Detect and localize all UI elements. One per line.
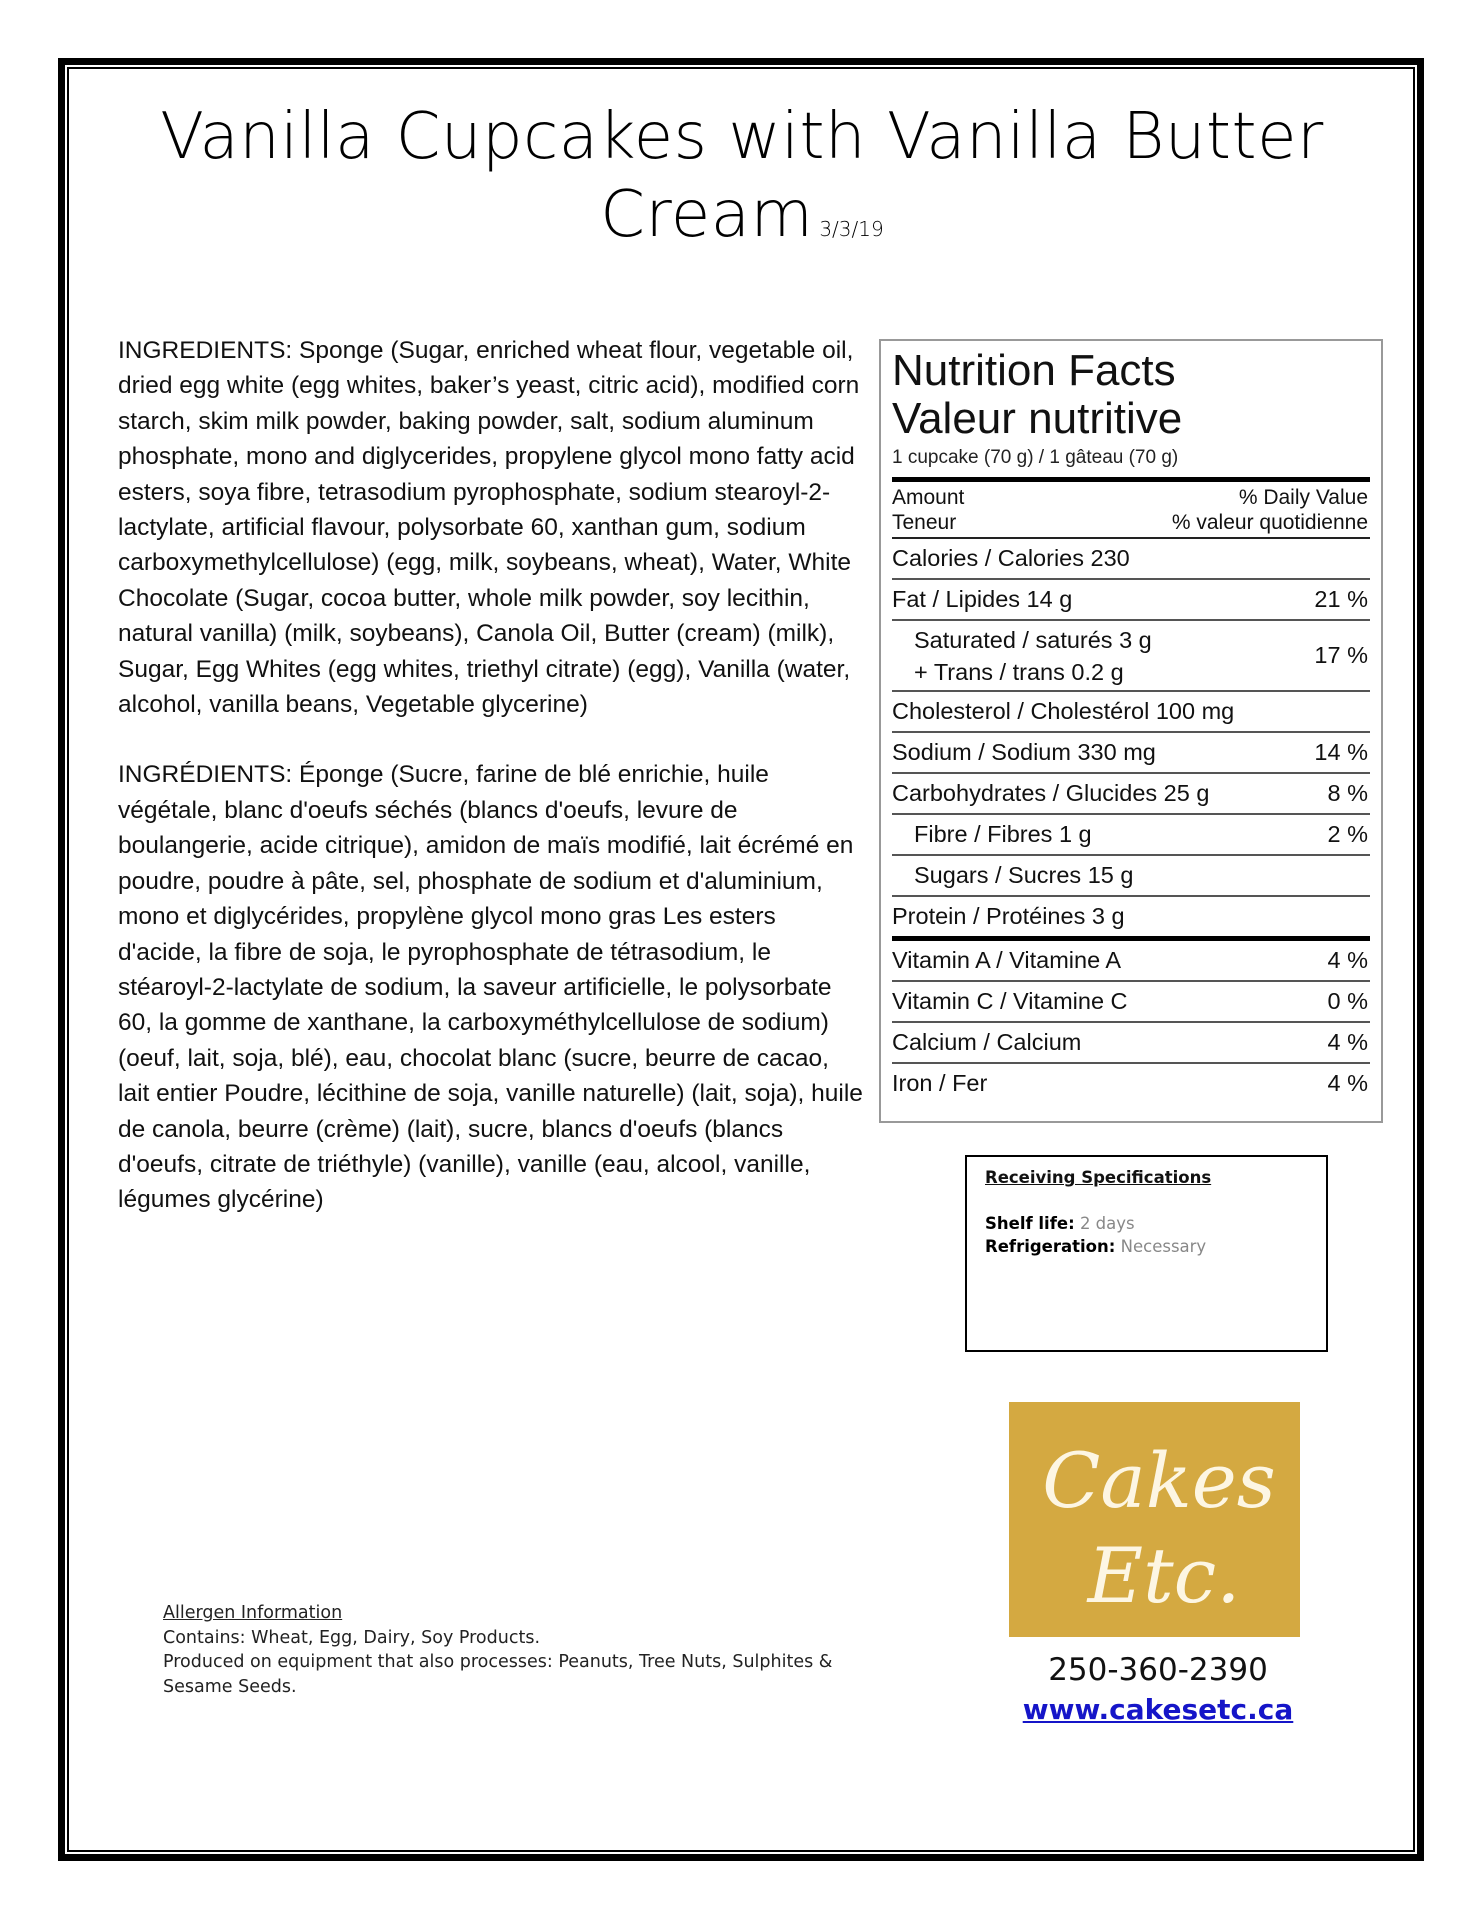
protein-label: Protein / Protéines 3 g (892, 903, 1125, 929)
row-iron (892, 1064, 1370, 1103)
label-date: 3/3/19 (819, 217, 884, 241)
row-cholesterol (892, 692, 1370, 733)
fibre-dv: 2 % (1327, 821, 1368, 847)
page-title (120, 98, 1364, 268)
row-vitamin-c (892, 982, 1370, 1023)
row-carbohydrates (892, 774, 1370, 815)
carbs-label: Carbohydrates / Glucides 25 g (892, 780, 1210, 806)
shelf-life-label: Shelf life: (985, 1214, 1075, 1233)
amount-fr: Teneur (892, 511, 957, 534)
vitamin-a-label: Vitamin A / Vitamine A (892, 947, 1122, 973)
allergen-heading: Allergen Information (163, 1603, 343, 1623)
cakes-etc-logo (1009, 1402, 1300, 1637)
ingredients-french: INGRÉDIENTS: Éponge (Sucre, farine de blé enrichie, huile végétale, blanc d'oeufs séchés (blancs d'oeufs, levure de boulangerie, acide citrique), amidon de maïs modifié, lait écrémé en poudre, poudre à pâte, sel, phosphate de sodium et d'aluminium, mono et diglycérides, propylène glycol mono gras Les esters d'acide, la fibre de soja, le pyrophosphate de tétrasodium, le stéaroyl-2-lactylate de sodium, la saveur artificielle, le polysorbate 60, la gomme de xanthane, la carboxyméthylcellulose de sodium) (oeuf, lait, soja, blé), eau, chocolat blanc (sucre, beurre de cacao, lait entier Poudre, lécithine de soja, vanille naturelle) (lait, soja), huile de canola, beurre (crème) (lait), sucre, blancs d'oeufs (blancs d'oeufs, citrate de triéthyle) (vanille), vanille (eau, alcool, vanille, légumes glycérine) (118, 761, 863, 1214)
carbs-dv: 8 % (1327, 780, 1368, 806)
row-calories (892, 539, 1370, 580)
trans-label: + Trans / trans 0.2 g (914, 658, 1124, 685)
allergen-information (163, 1601, 903, 1699)
nutrition-facts-table (879, 339, 1383, 1123)
fat-label: Fat / Lipides 14 g (892, 586, 1073, 612)
nutrition-title-en: Nutrition Facts (892, 346, 1176, 395)
row-fat (892, 580, 1370, 621)
refrigeration-label: Refrigeration: (985, 1237, 1116, 1256)
saturated-label: Saturated / saturés 3 g (914, 626, 1152, 653)
sugars-label: Sugars / Sucres 15 g (914, 862, 1134, 888)
ingredients-english: INGREDIENTS: Sponge (Sugar, enriched wheat flour, vegetable oil, dried egg white (egg whites, baker’s yeast, citric acid), modified corn starch, skim milk powder, baking powder, salt, sodium aluminum phosphate, mono and diglycerides, propylene glycol mono fatty acid esters, soya fibre, tetrasodium pyrophosphate, sodium stearoyl-2-lactylate, artificial flavour, polysorbate 60, xanthan gum, sodium carboxymethylcellulose) (egg, milk, soybeans, wheat), Water, White Chocolate (Sugar, cocoa butter, whole milk powder, soy lecithin, natural vanilla) (milk, soybeans), Canola Oil, Butter (cream) (milk), Sugar, Egg Whites (egg whites, triethyl citrate) (egg), Vanilla (water, alcohol, vanilla beans, Vegetable glycerine) (118, 337, 860, 719)
iron-label: Iron / Fer (892, 1070, 988, 1096)
fibre-label: Fibre / Fibres 1 g (914, 821, 1092, 847)
row-calcium (892, 1023, 1370, 1064)
phone-number: 250-360-2390 (1048, 1652, 1268, 1688)
cholesterol-label: Cholesterol / Cholestérol 100 mg (892, 698, 1235, 724)
amount-en: Amount (892, 486, 965, 509)
receiving-heading: Receiving Specifications (985, 1168, 1212, 1187)
ingredients-section (118, 333, 863, 1253)
product-name: Vanilla Cupcakes with Vanilla Butter Cream (160, 100, 1324, 252)
row-sodium (892, 733, 1370, 774)
shelf-life-value: 2 days (1079, 1214, 1135, 1233)
row-fibre (892, 815, 1370, 856)
refrigeration-value: Necessary (1120, 1237, 1207, 1256)
vitamin-c-label: Vitamin C / Vitamine C (892, 988, 1128, 1014)
sodium-label: Sodium / Sodium 330 mg (892, 739, 1156, 765)
serving-size: 1 cupcake (70 g) / 1 gâteau (70 g) (892, 447, 1179, 468)
dv-en: % Daily Value (1238, 486, 1368, 509)
calcium-dv: 4 % (1327, 1029, 1368, 1055)
nutrition-title-fr: Valeur nutritive (892, 394, 1183, 443)
allergen-produced: Produced on equipment that also processes: Peanuts, Tree Nuts, Sulphites & Sesame Seeds. (163, 1652, 833, 1697)
receiving-specifications (965, 1155, 1328, 1352)
website-link[interactable]: www.cakesetc.ca (1022, 1693, 1294, 1726)
allergen-contains: Contains: Wheat, Egg, Dairy, Soy Products. (163, 1627, 541, 1648)
row-vitamin-a (892, 941, 1370, 982)
row-saturated-trans (892, 621, 1370, 692)
row-protein (892, 897, 1370, 941)
sodium-dv: 14 % (1314, 739, 1368, 765)
logo-text-etc: Etc. (1087, 1531, 1241, 1620)
logo-text-cakes: Cakes (1042, 1436, 1276, 1525)
nutrition-header (892, 482, 1370, 539)
vitamin-c-dv: 0 % (1327, 988, 1368, 1014)
fat-dv: 21 % (1314, 586, 1368, 612)
saturated-dv: 17 % (1314, 642, 1368, 668)
row-sugars (892, 856, 1370, 897)
calcium-label: Calcium / Calcium (892, 1029, 1082, 1055)
calories-label: Calories / Calories 230 (892, 545, 1130, 571)
iron-dv: 4 % (1327, 1070, 1368, 1096)
dv-fr: % valeur quotidienne (1171, 511, 1368, 534)
vitamin-a-dv: 4 % (1327, 947, 1368, 973)
